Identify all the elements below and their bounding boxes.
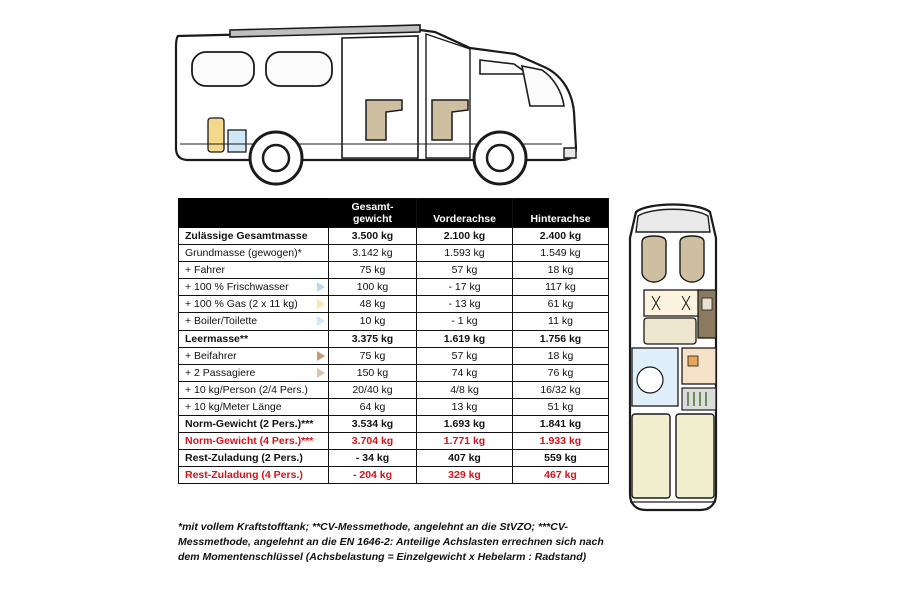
van-side-view-illustration (170, 8, 590, 188)
row-front: 407 kg (417, 449, 513, 466)
row-front: 1.619 kg (417, 330, 513, 347)
row-rear: 18 kg (513, 347, 609, 364)
table-row (179, 228, 609, 245)
bench-seat (644, 318, 696, 344)
row-label (179, 279, 329, 296)
dinette-table (644, 290, 702, 316)
header-total-line2: gewicht (352, 213, 393, 226)
row-rear: 1.933 kg (513, 432, 609, 449)
weights-table-container (178, 198, 608, 484)
row-front: 13 kg (417, 398, 513, 415)
row-front: - 17 kg (417, 279, 513, 296)
side-window (266, 52, 332, 86)
row-total: 3.142 kg (329, 245, 417, 262)
gas-swatch-icon (317, 299, 325, 309)
row-label: Zulässige Gesamtmasse (179, 228, 329, 245)
footnote-text: *mit vollem Kraftstofftank; **CV-Messmethode, angelehnt an die StVZO; ***CV-Messmethode, angelehnt an die EN 1646-2: Anteilige Achslasten errechnen sich nach dem Momentenschlüssel (Achsbelastung = Einzelgewicht x Hebelarm : Radstand) (178, 521, 604, 564)
fridge-unit (682, 348, 716, 384)
row-front: 57 kg (417, 347, 513, 364)
driver-seat-top (642, 236, 666, 282)
row-rear: 559 kg (513, 449, 609, 466)
row-rear: 61 kg (513, 296, 609, 313)
windshield-top (636, 209, 710, 232)
row-front: 1.771 kg (417, 432, 513, 449)
row-total: 3.500 kg (329, 228, 417, 245)
front-hub (487, 145, 513, 171)
row-front: 57 kg (417, 262, 513, 279)
table-row (179, 262, 609, 279)
row-rear: 11 kg (513, 313, 609, 330)
table-row (179, 432, 609, 449)
kitchen-block (698, 290, 716, 338)
row-rear: 18 kg (513, 262, 609, 279)
table-row (179, 347, 609, 364)
water-tank (228, 130, 246, 152)
row-rear: 1.756 kg (513, 330, 609, 347)
table-row (179, 415, 609, 432)
header-total-line1: Gesamt- (351, 201, 394, 213)
table-body (179, 228, 609, 484)
table-header-row (179, 199, 609, 228)
passenger-swatch-icon (317, 368, 325, 378)
row-label (179, 313, 329, 330)
table-row (179, 330, 609, 347)
passenger-seat-top (680, 236, 704, 282)
row-label: + Fahrer (179, 262, 329, 279)
table-row (179, 245, 609, 262)
row-label (179, 364, 329, 381)
table-row (179, 364, 609, 381)
row-front: 1.593 kg (417, 245, 513, 262)
row-rear: 2.400 kg (513, 228, 609, 245)
boiler-swatch-icon (317, 316, 325, 326)
row-label: Leermasse** (179, 330, 329, 347)
row-rear: 76 kg (513, 364, 609, 381)
beifahrer-swatch-icon (317, 351, 325, 361)
table-head (179, 199, 609, 228)
row-label: + 10 kg/Meter Länge (179, 398, 329, 415)
row-total: 48 kg (329, 296, 417, 313)
row-total: 10 kg (329, 313, 417, 330)
header-cell-front-axle: Vorderachse (417, 199, 513, 228)
row-front: - 13 kg (417, 296, 513, 313)
row-front: 329 kg (417, 467, 513, 484)
row-label-text: + Beifahrer (185, 349, 237, 362)
wardrobe (682, 388, 716, 410)
row-rear: 51 kg (513, 398, 609, 415)
table-row (179, 296, 609, 313)
row-rear: 117 kg (513, 279, 609, 296)
header-cell-rear-axle: Hinterachse (513, 199, 609, 228)
row-front: - 1 kg (417, 313, 513, 330)
table-row (179, 381, 609, 398)
rear-window (192, 52, 254, 86)
row-total: 3.534 kg (329, 415, 417, 432)
row-total: - 204 kg (329, 467, 417, 484)
rear-bed-right (676, 414, 714, 498)
row-front: 2.100 kg (417, 228, 513, 245)
table-row (179, 279, 609, 296)
row-total: 75 kg (329, 262, 417, 279)
table-row (179, 313, 609, 330)
row-label-text: + 100 % Gas (2 x 11 kg) (185, 298, 298, 311)
row-total: 3.704 kg (329, 432, 417, 449)
fridge-door-icon (688, 356, 698, 366)
row-total: - 34 kg (329, 449, 417, 466)
row-total: 75 kg (329, 347, 417, 364)
row-front: 4/8 kg (417, 381, 513, 398)
row-rear: 16/32 kg (513, 381, 609, 398)
rear-bed-left (632, 414, 670, 498)
row-label-text: + 100 % Frischwasser (185, 281, 289, 294)
row-front: 74 kg (417, 364, 513, 381)
front-bumper (564, 148, 576, 158)
shower-tray (637, 367, 663, 393)
row-label (179, 347, 329, 364)
row-total: 100 kg (329, 279, 417, 296)
row-total: 3.375 kg (329, 330, 417, 347)
windshield (522, 66, 564, 106)
row-label (179, 296, 329, 313)
row-rear: 1.841 kg (513, 415, 609, 432)
row-rear: 467 kg (513, 467, 609, 484)
header-cell-empty (179, 199, 329, 228)
floorplan-illustration (618, 198, 728, 518)
header-cell-total (329, 199, 417, 228)
row-total: 64 kg (329, 398, 417, 415)
row-front: 1.693 kg (417, 415, 513, 432)
row-label: Rest-Zuladung (2 Pers.) (179, 449, 329, 466)
table-row (179, 398, 609, 415)
stove-icon (702, 298, 712, 310)
row-label: Norm-Gewicht (2 Pers.)*** (179, 415, 329, 432)
water-swatch-icon (317, 282, 325, 292)
row-label: Norm-Gewicht (4 Pers.)*** (179, 432, 329, 449)
weights-table (178, 198, 609, 484)
row-total: 150 kg (329, 364, 417, 381)
row-label: Grundmasse (gewogen)* (179, 245, 329, 262)
row-label: Rest-Zuladung (4 Pers.) (179, 467, 329, 484)
table-row (179, 449, 609, 466)
rear-hub (263, 145, 289, 171)
row-label: + 10 kg/Person (2/4 Pers.) (179, 381, 329, 398)
row-total: 20/40 kg (329, 381, 417, 398)
row-label-text: + Boiler/Toilette (185, 315, 258, 328)
table-row (179, 467, 609, 484)
row-label-text: + 2 Passagiere (185, 366, 256, 379)
gas-bottle (208, 118, 224, 152)
row-rear: 1.549 kg (513, 245, 609, 262)
